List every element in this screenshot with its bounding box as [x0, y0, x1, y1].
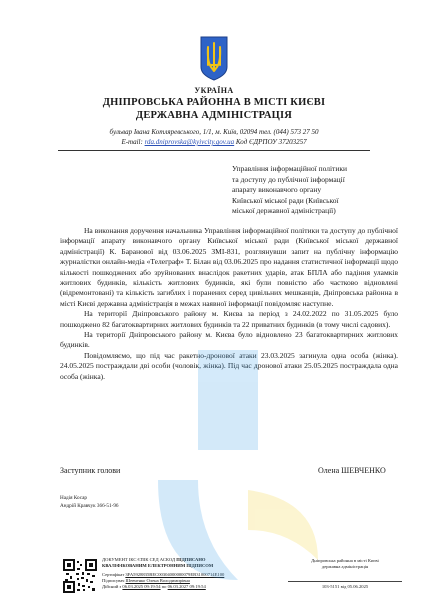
valid-from-label: Дійсний з	[102, 584, 123, 590]
qr-code-icon	[63, 559, 97, 593]
executor-contact: Андрій Кравчук 366-51-96	[60, 503, 119, 509]
stamp-validity	[102, 584, 270, 590]
recipient-line: та доступу до публічної інформації	[232, 174, 345, 184]
recipient-line: апарату виконавчого органу	[232, 185, 322, 195]
stamp-subtitle-text: КВАЛІФІКОВАНИМ ЕЛЕКТРОННИМ ПІДПИСОМ	[102, 563, 214, 569]
body-paragraph: На території Дніпровського району м. Києва було відновлено 23 багатоквартирних житлових будинків.	[60, 330, 398, 350]
recipient-line: Управління інформаційної політики	[232, 164, 348, 173]
signer-value: Шевченко Олена Володимирівна	[125, 578, 190, 584]
header-divider	[58, 150, 370, 151]
body-paragraph: На виконання доручення начальника Управління інформаційної політики та доступу до публічної інформації апарату виконавчого органу Київської міської ради (Київської міської державної адміністрації) К. Баранової від 03.06.2025 ЗМІ-831, розглянувши запит на публічну інформацію журналістки онлайн-медіа «Телеграф» Т. Білан від 03.06.2025 про надання статистичної інформації щодо кількості пошкоджених або зруйнованих внаслідок ракетних ударів, атак БПЛА або падіння уламків житлових будинків, кількість житлових будинків, які були повністю або частково відновлені (відремонтовані) та кількість загиблих і поранених серед цивільних мешканців, Дніпровська районна в місті Києві державна адміністрація в межах наявної інформації повідомляє наступне.	[60, 226, 398, 308]
edrpou-code: Код ЄДРПОУ 37203257	[234, 138, 307, 146]
valid-to-value: 06.03.2027 09:19:54	[167, 584, 206, 590]
registration-org-line2: державна адміністрація	[321, 564, 369, 569]
stamp-title-text: ДОКУМЕНТ ІКС ЄПІК СЕД АСКОД	[102, 557, 176, 562]
email-prefix: E-mail:	[121, 138, 145, 146]
valid-to-label: по	[160, 584, 168, 590]
executor-name: Надія Косар	[60, 495, 87, 501]
contact-line	[0, 137, 428, 147]
registration-org-line1: Дніпровська районна в місті Києві	[311, 558, 379, 563]
body-paragraph: Повідомляємо, що під час ракетно-дронової атаки 23.03.2025 загинула одна особа (жінка). 24.05.2025 постраждали дві особи (чоловік, жінка). Під час дронової атаки 25.05.2025 постраждала одна особа (жінка).	[60, 350, 398, 381]
address-block	[0, 127, 428, 147]
organization-name-line2: ДЕРЖАВНА АДМІНІСТРАЦІЯ	[135, 110, 293, 121]
organization-name-line1: ДНІПРОВСЬКА РАЙОННА В МІСТІ КИЄВІ	[102, 97, 326, 108]
certificate-value: 3FA5928835BEC00304000000079EB31000714E100	[125, 572, 225, 578]
signer-label: Підписувач	[102, 578, 126, 584]
signatory-position: Заступник голови	[60, 466, 121, 475]
valid-from-value: 06.03.2025 09:19:54	[122, 584, 161, 590]
email-link[interactable]: rda.dniprovska@kyivcity.gov.ua	[144, 138, 235, 146]
recipient-line: Київської міської ради (Київської	[232, 195, 339, 205]
stamp-signed-label: ПІДПИСАНО	[175, 557, 206, 562]
body-paragraph: На території Дніпровського району м. Києва за період з 24.02.2022 по 31.05.2025 було пошкоджено 82 багатоквартирних житлових будинків та 22 приватних будинків (в тому числі садових).	[60, 309, 398, 329]
registration-block	[288, 558, 402, 590]
country-name: УКРАЇНА	[194, 86, 234, 95]
registration-number: 103-5151 від 05.06.2025	[288, 581, 402, 590]
trident-coat-of-arms-icon	[199, 35, 229, 81]
recipient-block	[232, 164, 397, 217]
signatory-name: Олена ШЕВЧЕНКО	[318, 466, 386, 475]
letter-body	[60, 226, 398, 382]
postal-address: бульвар Івана Котляревського, 1/1, м. Київ, 02094 тел. (044) 573 27 50	[109, 128, 319, 136]
e-signature-details	[102, 557, 270, 590]
certificate-label: Сертифікат	[102, 572, 126, 578]
recipient-line: міської державної адміністрації)	[232, 206, 336, 216]
